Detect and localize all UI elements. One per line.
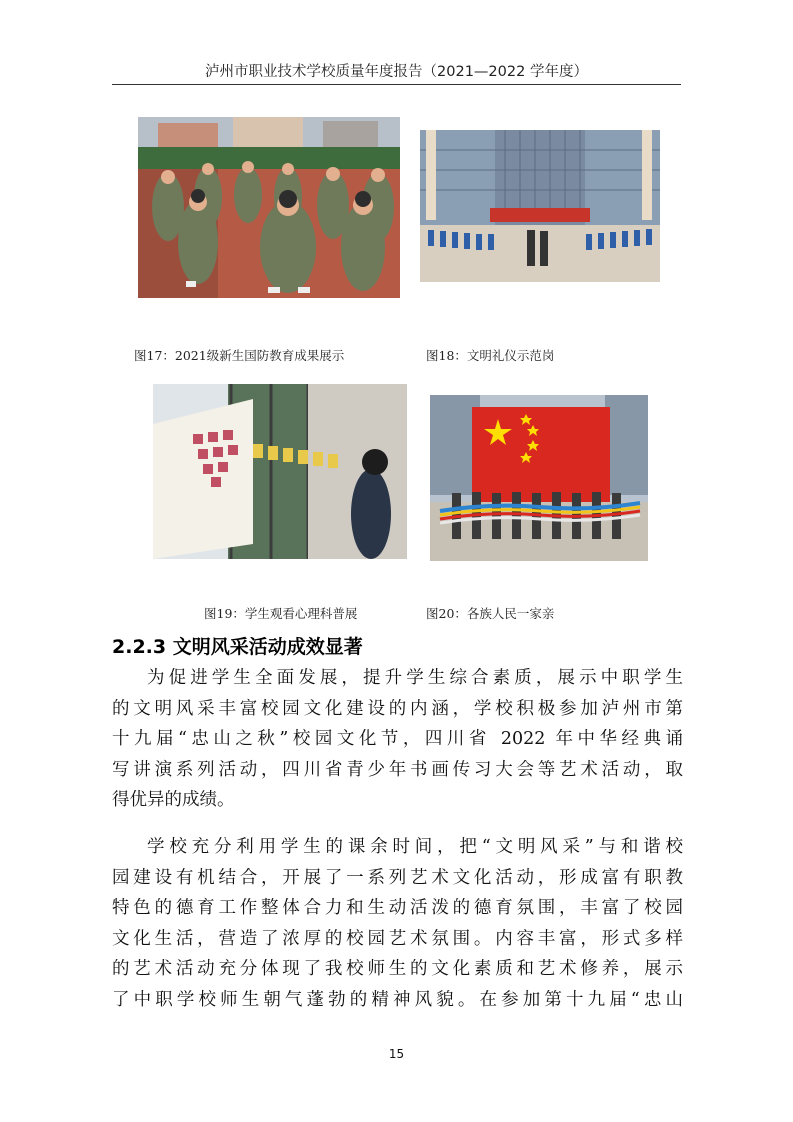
paragraph-line: 特色的德育工作整体合力和生动活泼的德育氛围，丰富了校园: [112, 898, 683, 918]
figure-18-caption: 图18：文明礼仪示范岗: [426, 348, 555, 363]
figure-19-caption: 图19：学生观看心理科普展: [204, 606, 358, 621]
page-number: 15: [388, 1047, 405, 1061]
paragraph-line: 为促进学生全面发展，提升学生综合素质，展示中职学生: [147, 668, 683, 688]
photo-psychology-exhibition: [153, 384, 407, 559]
paragraph-line: 的文明风采丰富校园文化建设的内涵，学校积极参加泸州市第: [112, 698, 683, 719]
photo-military-training: [138, 117, 400, 298]
paragraph-line: 园建设有机结合，开展了一系列艺术文化活动，形成富有职教: [112, 867, 683, 888]
page-header: 泸州市职业技术学校质量年度报告（2021—2022 学年度）: [205, 64, 588, 80]
figure-20-caption: 图20：各族人民一家亲: [426, 606, 555, 621]
paragraph-1: [112, 663, 683, 816]
photo-ethnic-unity-flag: [430, 395, 648, 561]
section-heading: 2.2.3 文明风采活动成效显著: [112, 636, 363, 658]
photo-etiquette-demonstration: [420, 130, 660, 282]
paragraph-line: 十九届“忠山之秋”校园文化节，四川省 2022 年中华经典诵: [112, 729, 683, 749]
paragraph-2: [112, 832, 683, 1015]
paragraph-line: 的艺术活动充分体现了我校师生的文化素质和艺术修养，展示: [112, 959, 683, 979]
header-divider: [112, 84, 681, 85]
paragraph-line: 学校充分利用学生的课余时间，把“文明风采”与和谐校: [147, 837, 683, 857]
paragraph-line: 了中职学校师生朝气蓬勃的精神风貌。在参加第十九届“忠山: [112, 989, 683, 1010]
paragraph-line: 得优异的成绩。: [112, 790, 235, 810]
paragraph-line: 文化生活，营造了浓厚的校园艺术氛围。内容丰富，形式多样: [112, 928, 683, 949]
paragraph-line: 写讲演系列活动，四川省青少年书画传习大会等艺术活动，取: [112, 759, 683, 780]
figure-17-caption: 图17：2021级新生国防教育成果展示: [134, 348, 345, 363]
